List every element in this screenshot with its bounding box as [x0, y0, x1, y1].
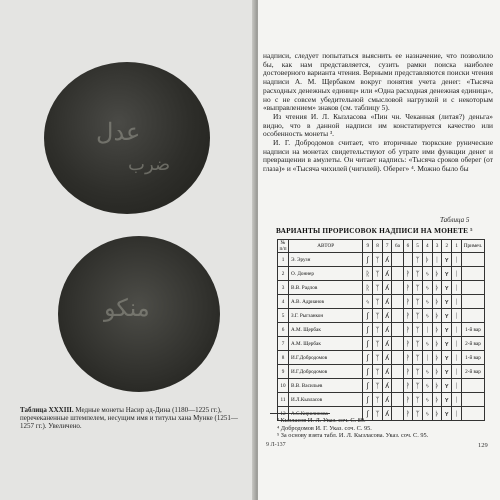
footnote: ⁵ За основу взята табл. И. Л. Кызласова. Указ. соч. С. 95.	[277, 432, 429, 440]
rune-cell	[422, 309, 432, 323]
footnote: ³ Кызласов И. Л. Указ. соч. С. 89.	[277, 417, 366, 424]
rune-cell	[413, 393, 423, 407]
rune-glyph: ᛉ	[415, 339, 420, 348]
rune-glyph: ᛁ	[454, 367, 459, 376]
row-number: 2	[278, 267, 289, 281]
table-row	[278, 295, 485, 309]
rune-glyph: ʏ	[444, 395, 449, 404]
rune-cell	[413, 337, 423, 351]
rune-cell	[442, 351, 452, 365]
rune-cell	[392, 295, 403, 309]
rune-cell	[403, 323, 413, 337]
rune-glyph: ᛃ	[425, 311, 430, 320]
rune-glyph: ᚹ	[405, 353, 410, 362]
row-note: 1-й вар	[462, 323, 485, 337]
rune-cell	[442, 281, 452, 295]
table-header-cell: 4	[422, 240, 432, 253]
rune-cell	[403, 267, 413, 281]
rune-cell	[373, 393, 383, 407]
table-row	[278, 323, 485, 337]
rune-cell	[413, 365, 423, 379]
author-name: О. Доннер	[289, 267, 363, 281]
table-header-cell: 2	[442, 240, 452, 253]
rune-glyph: ᛉ	[375, 409, 380, 418]
rune-cell	[373, 337, 383, 351]
author-name: А.М. Щербак	[289, 323, 363, 337]
rune-cell	[373, 253, 383, 267]
rune-glyph: ᛉ	[415, 283, 420, 292]
row-note	[462, 393, 485, 407]
table-header-cell: АВТОР	[289, 240, 363, 253]
row-note: 2-й вар	[462, 365, 485, 379]
rune-glyph: ᚹ	[405, 311, 410, 320]
rune-glyph: ᛃ	[425, 409, 430, 418]
rune-glyph: ᛉ	[375, 325, 380, 334]
rune-cell	[413, 281, 423, 295]
rune-cell	[392, 281, 403, 295]
rune-cell	[452, 379, 462, 393]
rune-glyph: ᛉ	[415, 325, 420, 334]
rune-glyph: ᛉ	[415, 297, 420, 306]
author-name: И.Г.Добродомов	[289, 351, 363, 365]
rune-cell	[382, 295, 392, 309]
rune-cell	[403, 379, 413, 393]
rune-glyph: ʏ	[444, 255, 449, 264]
rune-cell	[363, 323, 373, 337]
rune-glyph: ʃ	[366, 353, 369, 362]
table-header-cell: 1	[452, 240, 462, 253]
rune-cell	[363, 365, 373, 379]
row-note: 1-й вар	[462, 351, 485, 365]
rune-cell	[363, 351, 373, 365]
rune-cell	[403, 365, 413, 379]
rune-glyph: ʏ	[444, 325, 449, 334]
rune-glyph: ʃ	[366, 367, 369, 376]
rune-glyph: ᛃ	[425, 269, 430, 278]
rune-cell	[422, 267, 432, 281]
rune-cell	[363, 337, 373, 351]
rune-glyph: ᚹ	[405, 325, 410, 334]
rune-glyph: ᚦ	[425, 255, 430, 264]
rune-glyph: ᛁ	[454, 269, 459, 278]
rune-glyph: ʏ	[444, 367, 449, 376]
row-number: 12	[278, 407, 289, 421]
row-note	[462, 295, 485, 309]
rune-cell	[392, 323, 403, 337]
rune-glyph: ᛉ	[375, 367, 380, 376]
rune-cell	[422, 365, 432, 379]
rune-glyph: ᚹ	[405, 283, 410, 292]
rune-glyph: ᚦ	[434, 269, 440, 278]
rune-cell	[413, 253, 423, 267]
rune-cell	[373, 295, 383, 309]
rune-glyph: ᚦ	[434, 353, 440, 362]
rune-cell	[422, 281, 432, 295]
rune-cell	[382, 323, 392, 337]
rune-glyph: ᛁ	[454, 297, 459, 306]
rune-cell	[413, 379, 423, 393]
rune-glyph: ᛉ	[375, 395, 380, 404]
rune-cell	[403, 281, 413, 295]
rune-glyph: ᛁ	[454, 339, 459, 348]
rune-cell	[413, 267, 423, 281]
rune-glyph: ᛁ	[434, 255, 440, 264]
rune-glyph: ᛉ	[375, 339, 380, 348]
rune-cell	[403, 295, 413, 309]
rune-glyph: ᛃ	[425, 339, 430, 348]
rune-cell	[432, 351, 442, 365]
rune-glyph: ʃ	[366, 381, 369, 390]
rune-cell	[373, 351, 383, 365]
rune-cell	[432, 253, 442, 267]
author-name: З.Г. Рыгзанкон	[289, 309, 363, 323]
rune-glyph: ᛉ	[415, 381, 420, 390]
rune-cell	[392, 365, 403, 379]
rune-glyph: ᚹ	[405, 409, 410, 418]
table-header-cell: 9	[363, 240, 373, 253]
table-row	[278, 365, 485, 379]
rune-cell	[392, 379, 403, 393]
rune-cell	[442, 309, 452, 323]
rune-glyph: ʎ	[385, 325, 390, 334]
rune-cell	[382, 365, 392, 379]
rune-glyph: ʏ	[444, 353, 449, 362]
row-note: 2-й вар	[462, 337, 485, 351]
rune-glyph: ᚦ	[434, 409, 440, 418]
rune-cell	[403, 253, 413, 267]
printer-signature: 9 Л-137	[266, 442, 286, 448]
rune-cell	[382, 393, 392, 407]
rune-cell	[432, 323, 442, 337]
rune-cell	[452, 351, 462, 365]
rune-cell	[432, 267, 442, 281]
rune-glyph: ʏ	[444, 381, 449, 390]
table-row	[278, 281, 485, 295]
rune-glyph: ᛁ	[454, 283, 459, 292]
rune-cell	[422, 337, 432, 351]
rune-cell	[392, 351, 403, 365]
rune-glyph: ᛃ	[425, 381, 430, 390]
rune-cell	[442, 323, 452, 337]
author-name: А.В. Адрианов	[289, 295, 363, 309]
table-row	[278, 351, 485, 365]
row-note	[462, 281, 485, 295]
rune-glyph: ᚹ	[405, 339, 410, 348]
rune-cell	[403, 309, 413, 323]
rune-cell	[442, 295, 452, 309]
rune-glyph: ʏ	[444, 339, 449, 348]
rune-cell	[422, 295, 432, 309]
rune-glyph: ᛉ	[415, 311, 420, 320]
rune-glyph: ᚦ	[434, 395, 440, 404]
rune-cell	[442, 365, 452, 379]
rune-cell	[403, 337, 413, 351]
table-header-cell: 6а	[392, 240, 403, 253]
table-header-cell: 7	[382, 240, 392, 253]
rune-cell	[442, 379, 452, 393]
rune-glyph: ᚦ	[434, 367, 440, 376]
rune-glyph: ᚦ	[434, 325, 440, 334]
rune-cell	[432, 393, 442, 407]
rune-glyph: ᛉ	[415, 353, 420, 362]
rune-cell	[452, 281, 462, 295]
rune-glyph: ᛃ	[425, 395, 430, 404]
rune-cell	[432, 365, 442, 379]
table-row	[278, 267, 485, 281]
rune-cell	[432, 379, 442, 393]
rune-glyph: ᛉ	[375, 269, 380, 278]
row-note	[462, 253, 485, 267]
rune-glyph: ᚦ	[434, 339, 440, 348]
author-name: Э. Эрузн	[289, 253, 363, 267]
rune-glyph: ʃ	[366, 395, 369, 404]
rune-cell	[382, 337, 392, 351]
rune-glyph: ʎ	[385, 409, 390, 418]
rune-glyph: ᛃ	[365, 297, 370, 306]
rune-glyph: ʎ	[385, 255, 390, 264]
rune-cell	[392, 337, 403, 351]
rune-glyph: ᛃ	[425, 367, 430, 376]
rune-cell	[432, 295, 442, 309]
rune-glyph: ᚹ	[405, 367, 410, 376]
rune-glyph: ᛉ	[375, 353, 380, 362]
rune-cell	[363, 393, 373, 407]
rune-cell	[432, 337, 442, 351]
rune-cell	[432, 281, 442, 295]
paragraph: надписи, следует попытаться выяснить ее назначение, что позволило бы, как нам представляется, сузить рамки поиска наиболее достоверного варианта чтения. Верными представляются поиски чтения надписи А. М. Щербаком вокруг понятия учета денег: «Тысяча расходных денежных единиц» или «Одна расходная денежная единица», но с не совсем убедительной смысловой нагрузкой и с некоторым «выправлением» знаков (см. таблицу 5).	[263, 51, 493, 113]
rune-cell	[363, 379, 373, 393]
rune-cell	[413, 323, 423, 337]
rune-glyph: ᚹ	[405, 297, 410, 306]
table-title: ВАРИАНТЫ ПРОРИСОВОК НАДПИСИ НА МОНЕТЕ ⁵	[276, 226, 473, 235]
author-name: И.Г.Добродомов	[289, 365, 363, 379]
rune-cell	[392, 267, 403, 281]
rune-cell	[363, 267, 373, 281]
rune-cell	[413, 309, 423, 323]
coin-inscription-mark: ﻣﻨﻜﻮ	[104, 294, 150, 322]
footnote: ⁴ Добродомов И. Г. Указ. соч. С. 95.	[277, 424, 372, 432]
rune-glyph: ʎ	[385, 297, 390, 306]
table-header-cell: № п/п	[279, 240, 287, 252]
row-number: 1	[278, 253, 289, 267]
table-header-cell: Примеч.	[462, 240, 485, 253]
row-note	[462, 309, 485, 323]
rune-glyph: ᛉ	[375, 381, 380, 390]
table-header-cell: 6	[403, 240, 413, 253]
rune-cell	[452, 253, 462, 267]
rune-glyph: ᚹ	[405, 395, 410, 404]
rune-cell	[413, 295, 423, 309]
paragraph: И. Г. Добродомов считает, что вторичные тюркские рунические надписи на монетах свидетельствуют об утрате ими функции денег и превращении в амулеты. Он читает надпись: «Тысяча сроков оберег (от глаза)» и «Тысяча чихилей (чигилей). Оберег» ⁴. Можно было бы	[263, 138, 493, 174]
rune-glyph: ᛉ	[375, 297, 380, 306]
rune-cell	[382, 309, 392, 323]
rune-cell	[363, 253, 373, 267]
coin-inscription-mark: ﺿﺮﺏ	[128, 154, 171, 175]
rune-glyph: ʎ	[385, 283, 390, 292]
rune-glyph: ᛁ	[425, 353, 430, 362]
rune-glyph: ᛃ	[425, 297, 430, 306]
rune-cell	[452, 267, 462, 281]
rune-cell	[373, 379, 383, 393]
rune-cell	[403, 393, 413, 407]
rune-glyph: ʎ	[385, 311, 390, 320]
rune-glyph: ʎ	[385, 367, 390, 376]
coin-photo-obverse	[44, 62, 210, 214]
rune-cell	[452, 323, 462, 337]
rune-glyph: ʏ	[444, 409, 449, 418]
rune-cell	[373, 281, 383, 295]
rune-glyph: ʃ	[366, 339, 369, 348]
rune-glyph: ᛉ	[375, 311, 380, 320]
rune-glyph: ʎ	[385, 381, 390, 390]
rune-cell	[452, 337, 462, 351]
rune-glyph: ʃ	[366, 409, 369, 418]
table-header-cell: 3	[432, 240, 442, 253]
rune-cell	[452, 365, 462, 379]
rune-glyph: ᛉ	[415, 367, 420, 376]
rune-cell	[392, 393, 403, 407]
body-text	[263, 52, 493, 174]
author-name: А.С.Кирилинова	[289, 407, 363, 421]
table-row	[278, 379, 485, 393]
rune-glyph: ᚹ	[405, 269, 410, 278]
rune-cell	[442, 393, 452, 407]
rune-glyph: ᛁ	[454, 255, 459, 264]
rune-glyph: ᛁ	[454, 311, 459, 320]
rune-glyph: ᛉ	[415, 395, 420, 404]
rune-glyph: ʃ	[366, 325, 369, 334]
rune-glyph: ʏ	[444, 269, 449, 278]
rune-glyph: ʏ	[444, 311, 449, 320]
row-number: 7	[278, 337, 289, 351]
table-header-cell: 8	[373, 240, 383, 253]
rune-glyph: ᛉ	[415, 409, 420, 418]
rune-glyph: ʎ	[385, 395, 390, 404]
coin-inscription-mark: ﻋﺪﻝ	[96, 118, 141, 146]
row-number: 11	[278, 393, 289, 407]
rune-glyph: ᛁ	[454, 381, 459, 390]
rune-glyph: ᛉ	[415, 255, 420, 264]
rune-cell	[373, 267, 383, 281]
rune-cell	[373, 309, 383, 323]
rune-glyph: ᚱ	[365, 283, 370, 292]
rune-cell	[422, 393, 432, 407]
rune-glyph: ᛉ	[375, 283, 380, 292]
rune-cell	[422, 351, 432, 365]
rune-cell	[363, 281, 373, 295]
rune-cell	[382, 351, 392, 365]
rune-cell	[422, 323, 432, 337]
rune-glyph: ᛁ	[454, 409, 459, 418]
caption-text: Медные монеты Насир ад-Дина (1180—1225 гг.), перечеканенные штемпелем, несущим имя и титулы хана Мунке (1251—1257 гг.). Увеличено.	[20, 406, 238, 430]
rune-cell	[373, 365, 383, 379]
row-number: 5	[278, 309, 289, 323]
rune-glyph: ʎ	[385, 353, 390, 362]
author-name: И.Л.Кызласов	[289, 393, 363, 407]
rune-glyph: ʎ	[385, 339, 390, 348]
rune-glyph: ᛁ	[454, 325, 459, 334]
rune-cell	[363, 295, 373, 309]
table-header-cell: 5	[413, 240, 423, 253]
row-number: 3	[278, 281, 289, 295]
rune-cell	[452, 393, 462, 407]
rune-glyph: ᚦ	[434, 381, 440, 390]
rune-cell	[422, 379, 432, 393]
rune-cell	[422, 253, 432, 267]
row-number: 4	[278, 295, 289, 309]
rune-glyph: ʎ	[385, 269, 390, 278]
coin-photo-reverse	[58, 236, 220, 392]
rune-cell	[442, 267, 452, 281]
rune-cell	[363, 309, 373, 323]
rune-cell	[392, 253, 403, 267]
rune-glyph: ʏ	[444, 283, 449, 292]
rune-cell	[382, 379, 392, 393]
table-row	[278, 337, 485, 351]
row-note	[462, 267, 485, 281]
row-number: 8	[278, 351, 289, 365]
rune-cell	[382, 253, 392, 267]
footnote-divider	[270, 413, 330, 414]
rune-cell	[382, 281, 392, 295]
rune-glyph: ᛉ	[375, 255, 380, 264]
author-name: В.В. Васильев	[289, 379, 363, 393]
caption-label: Таблица XXXIII.	[20, 406, 74, 414]
table-number: Таблица 5	[440, 216, 470, 224]
page-number: 129	[478, 442, 488, 449]
rune-cell	[382, 267, 392, 281]
row-number: 9	[278, 365, 289, 379]
rune-glyph: ᛉ	[415, 269, 420, 278]
rune-glyph: ᚦ	[434, 297, 440, 306]
table-row	[278, 393, 485, 407]
rune-glyph: ᛃ	[425, 283, 430, 292]
paragraph: Из чтения И. Л. Кызласова «Пин чн. Чеканная (литая?) деньга» видно, что в данной надписи им констатируется качество или особенность монеты ³.	[263, 111, 493, 139]
row-note	[462, 379, 485, 393]
table-header-row	[278, 240, 485, 253]
variants-table	[277, 239, 485, 421]
rune-cell	[452, 295, 462, 309]
footnotes	[277, 417, 492, 440]
author-name: А.М. Щербак	[289, 337, 363, 351]
rune-cell	[413, 351, 423, 365]
row-number: 6	[278, 323, 289, 337]
author-name: В.В. Радлов	[289, 281, 363, 295]
rune-cell	[392, 309, 403, 323]
rune-glyph: ʏ	[444, 297, 449, 306]
figure-caption	[20, 406, 244, 430]
rune-cell	[452, 309, 462, 323]
rune-cell	[373, 323, 383, 337]
table-row	[278, 309, 485, 323]
rune-glyph: ᚱ	[365, 269, 370, 278]
rune-glyph: ᛁ	[454, 353, 459, 362]
rune-glyph: ᛁ	[425, 325, 430, 334]
rune-cell	[442, 253, 452, 267]
rune-cell	[442, 337, 452, 351]
rune-glyph: ᛁ	[454, 395, 459, 404]
table-row	[278, 253, 485, 267]
rune-glyph: ᚦ	[434, 311, 440, 320]
rune-cell	[432, 309, 442, 323]
rune-glyph: ʃ	[366, 311, 369, 320]
rune-glyph: ʃ	[366, 255, 369, 264]
rune-glyph: ᚹ	[405, 381, 410, 390]
rune-cell	[403, 351, 413, 365]
row-number: 10	[278, 379, 289, 393]
rune-glyph: ᚦ	[434, 283, 440, 292]
